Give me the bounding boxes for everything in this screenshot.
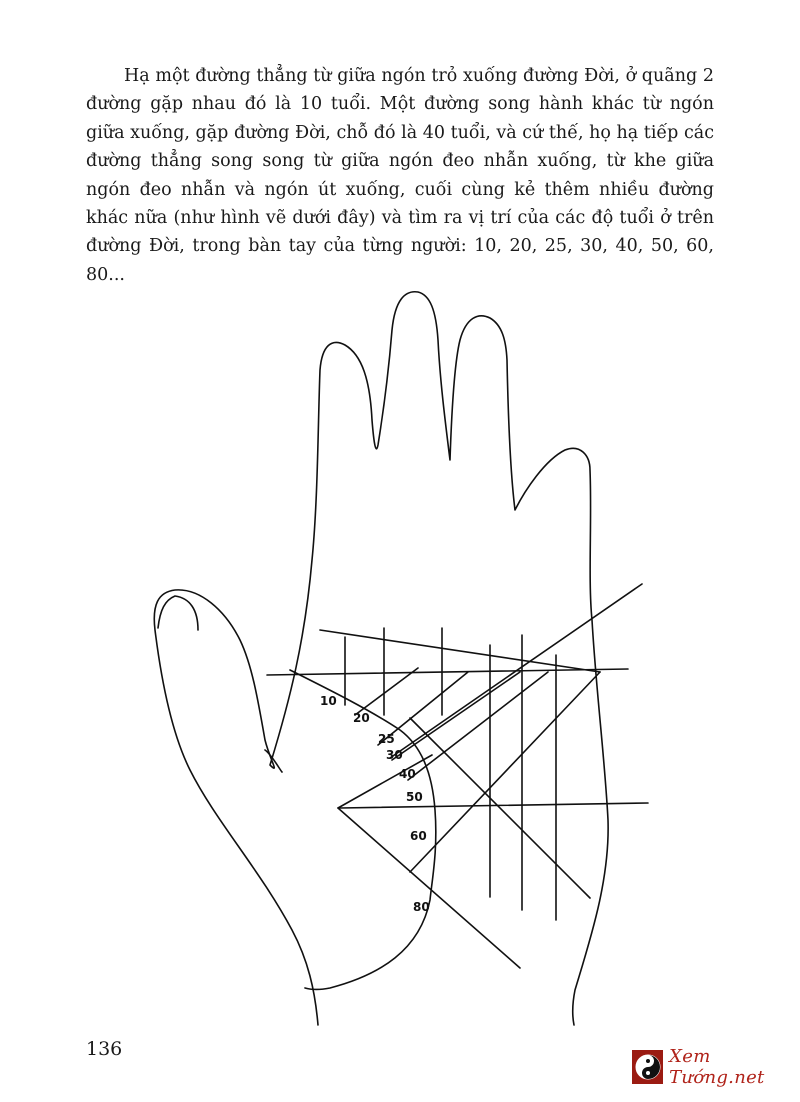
page-number: 136 bbox=[86, 1038, 123, 1060]
horizontal-line-50 bbox=[340, 803, 648, 808]
hand-outline bbox=[154, 292, 608, 1025]
diagonal-line-30 bbox=[392, 672, 520, 760]
age-label-40: 40 bbox=[399, 767, 416, 781]
watermark-text: Xem Tướng.net bbox=[669, 1046, 765, 1088]
thumbnail bbox=[158, 596, 198, 630]
age-label-20: 20 bbox=[353, 711, 370, 725]
age-label-30: 30 bbox=[386, 748, 403, 762]
diagonal-cross bbox=[410, 718, 590, 898]
yin-yang-icon bbox=[632, 1050, 663, 1084]
age-label-60: 60 bbox=[410, 829, 427, 843]
head-line-horizontal bbox=[267, 669, 628, 675]
site-watermark[interactable] bbox=[632, 1046, 800, 1088]
heart-line-diagonal bbox=[320, 630, 600, 672]
diagonal-line-20 bbox=[355, 668, 418, 715]
body-paragraph: Hạ một đường thẳng từ giữa ngón trỏ xuống đường Đời, ở quãng 2 đường gặp nhau đó là 10 tuổi. Một đường song hành khác từ ngón giữa xuống, gặp đường Đời, chỗ đó là 40 tuổi, và cứ thế, họ hạ tiếp các đường thẳng song song từ giữa ngón đeo nhẫn xuống, từ khe giữa ngón đeo nhẫn và ngón út xuống, cuối cùng kẻ thêm nhiều đường khác nữa (như hình vẽ dưới đây) và tìm ra vị trí của các độ tuổi ở trên đường Đời, trong bàn tay của từng người: 10, 20, 25, 30, 40, 50, 60, 80... bbox=[86, 66, 714, 285]
age-label-10: 10 bbox=[320, 694, 337, 708]
age-label-25: 25 bbox=[378, 732, 395, 746]
age-label-50: 50 bbox=[406, 790, 423, 804]
age-label-80: 80 bbox=[413, 900, 430, 914]
diagonal-line-long bbox=[390, 584, 642, 758]
triangle-lower bbox=[338, 808, 520, 968]
diagonal-line-40 bbox=[408, 672, 548, 780]
diagonal-line-60 bbox=[410, 672, 600, 872]
